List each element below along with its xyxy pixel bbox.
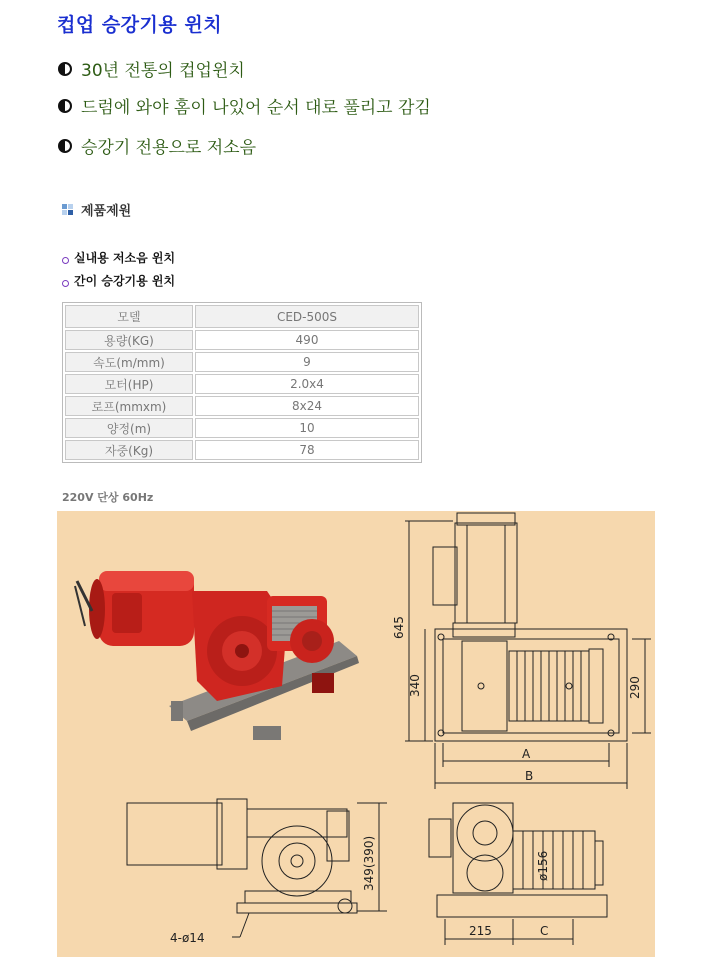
feature-2: [58, 93, 431, 118]
winch-photo: [75, 571, 359, 740]
half-circle-icon: [58, 62, 72, 76]
dim-645: 645: [392, 616, 406, 639]
table-cell-label: 모터(HP): [65, 374, 193, 394]
power-spec: 220V 단상 60Hz: [62, 491, 154, 504]
table-header-cell: CED-500S: [195, 305, 419, 328]
table-row: [65, 352, 419, 372]
half-circle-icon: [58, 99, 72, 113]
dim-b: B: [525, 769, 534, 783]
section-heading: [62, 200, 131, 219]
dim-holes: 4-ø14: [170, 931, 205, 945]
squares-icon: [62, 204, 74, 216]
table-cell-value: 2.0x4: [195, 374, 419, 394]
dim-215: 215: [469, 924, 492, 938]
dim-c: C: [540, 924, 549, 938]
circle-bullet-icon: [62, 280, 69, 287]
feature-3: [58, 133, 256, 158]
dim-drum-dia: ø156: [536, 850, 550, 881]
bullet-item: [62, 272, 175, 289]
table-cell-value: 490: [195, 330, 419, 350]
circle-bullet-icon: [62, 257, 69, 264]
half-circle-icon: [58, 139, 72, 153]
table-cell-value: 9: [195, 352, 419, 372]
feature-text: 드럼에 와야 홈이 나있어 순서 대로 풀리고 감김: [81, 98, 431, 118]
table-header-cell: 모델: [65, 305, 193, 328]
table-cell-value: 10: [195, 418, 419, 438]
dim-349: 349(390): [362, 835, 376, 891]
feature-1: [58, 56, 245, 81]
bullet-text: 간이 승강기용 윈치: [74, 274, 176, 288]
side-view-drawing: [429, 803, 607, 945]
table-row: [65, 330, 419, 350]
section-title: 제품제원: [81, 204, 132, 219]
table-row: [65, 374, 419, 394]
feature-text: 30년 전통의 컵업윈치: [81, 61, 245, 81]
table-cell-label: 로프(mmxm): [65, 396, 193, 416]
table-row: [65, 440, 419, 460]
product-figure: [57, 511, 655, 957]
table-cell-label: 자중(Kg): [65, 440, 193, 460]
winch-drawing: [57, 511, 655, 957]
dim-290: 290: [628, 676, 642, 699]
table-cell-label: 용량(KG): [65, 330, 193, 350]
table-cell-label: 속도(m/mm): [65, 352, 193, 372]
table-cell-value: 78: [195, 440, 419, 460]
bullet-text: 실내용 저소음 윈치: [74, 251, 176, 265]
feature-text: 승강기 전용으로 저소음: [81, 138, 257, 158]
page-title: 컵업 승강기용 윈치: [57, 14, 223, 36]
dim-a: A: [522, 747, 531, 761]
table-row: [65, 418, 419, 438]
bullet-item: [62, 249, 175, 266]
table-cell-label: 양정(m): [65, 418, 193, 438]
table-row: [65, 396, 419, 416]
table-cell-value: 8x24: [195, 396, 419, 416]
front-view-drawing: [127, 799, 387, 937]
table-header-row: [65, 305, 419, 328]
spec-table: [62, 302, 422, 463]
dim-340: 340: [408, 674, 422, 697]
